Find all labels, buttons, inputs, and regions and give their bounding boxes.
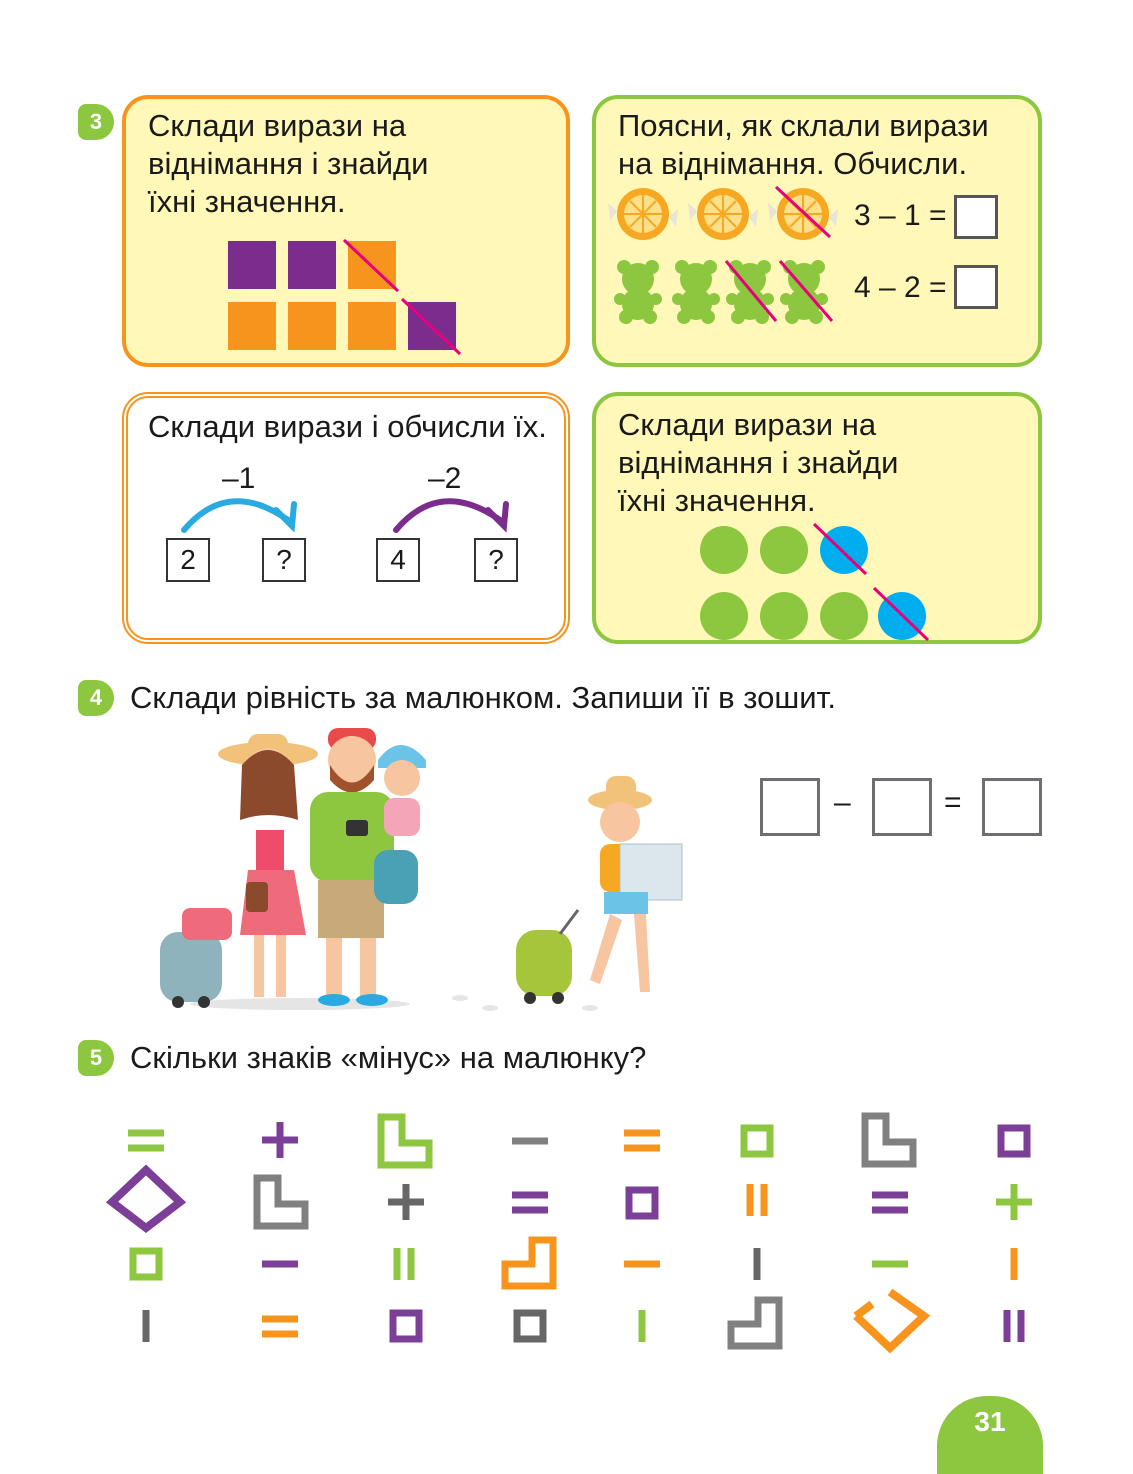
unknown-box[interactable]: ?	[474, 538, 518, 582]
task-5-number: 5	[78, 1040, 114, 1076]
arrow-label-minus-2: –2	[428, 462, 462, 495]
card-squares-text: Склади вирази на віднімання і знайди їхні значення.	[148, 108, 429, 219]
task-5-text: Скільки знаків «мінус» на малюнку?	[130, 1040, 647, 1075]
minus-sign: –	[834, 786, 851, 819]
card-candies-text: Поясни, як склали вирази на віднімання. Обчисли.	[618, 108, 989, 181]
task-4-text: Склади рівність за малюнком. Запиши її в зошит.	[130, 680, 836, 715]
card-circles-text: Склади вирази на віднімання і знайди їхні значення.	[618, 407, 899, 518]
page-number: 31	[937, 1396, 1043, 1474]
equals-sign: =	[944, 786, 962, 819]
number-box: 2	[166, 538, 210, 582]
task-4-number: 4	[78, 680, 114, 716]
unknown-box[interactable]: ?	[262, 538, 306, 582]
task-3-number: 3	[78, 104, 114, 140]
expression-4-2: 4 – 2 =	[854, 271, 947, 304]
number-box: 4	[376, 538, 420, 582]
card-arrows-text: Склади вирази і обчисли їх.	[148, 409, 547, 444]
arrow-label-minus-1: –1	[222, 462, 256, 495]
expression-3-1: 3 – 1 =	[854, 199, 947, 232]
